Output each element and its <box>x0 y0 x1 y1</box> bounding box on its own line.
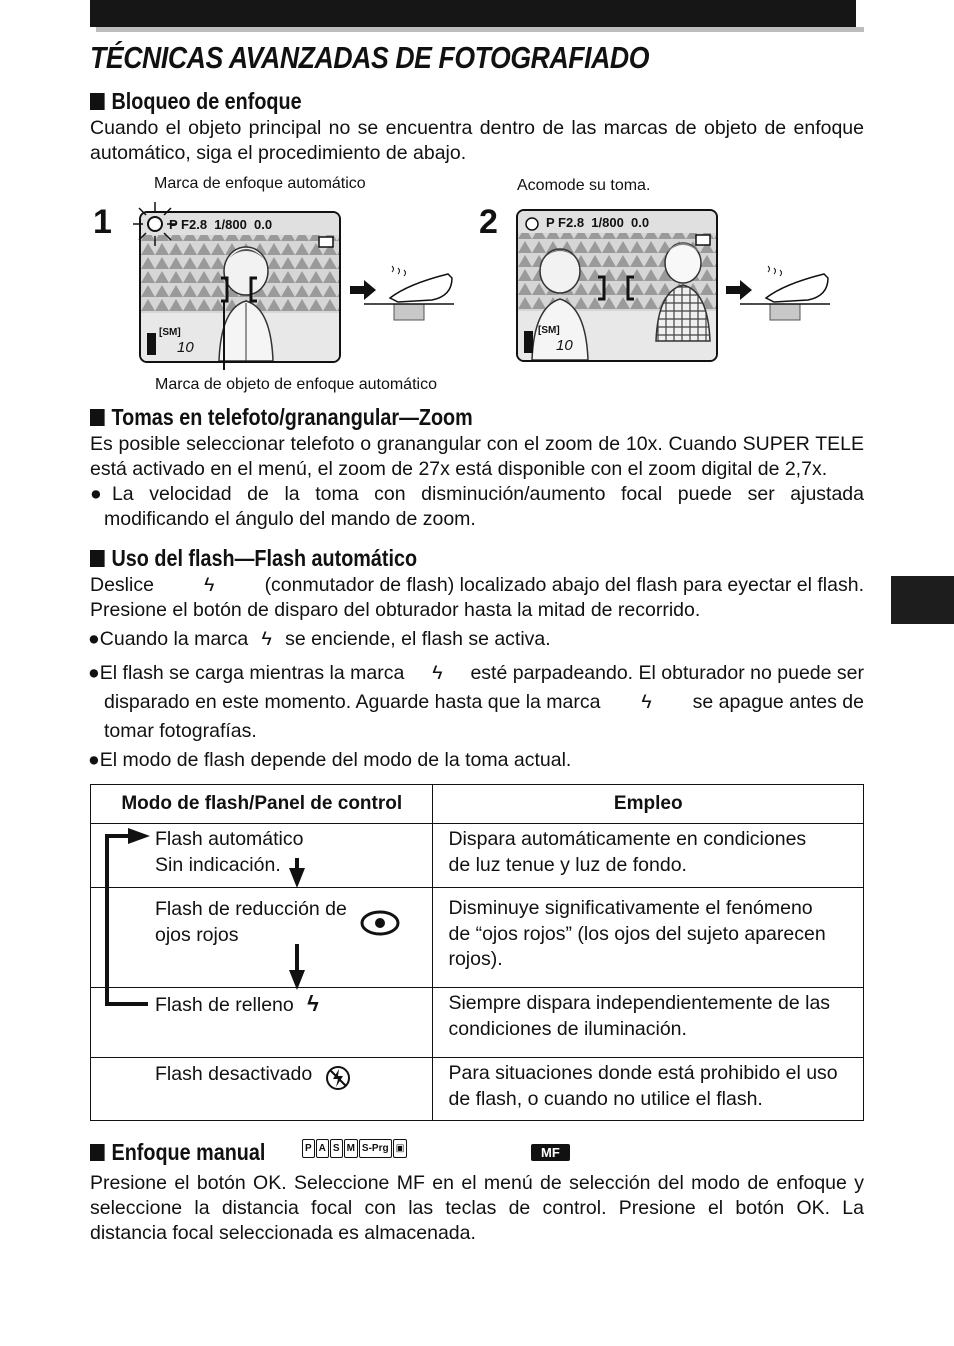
use-cell: Dispara automáticamente en condiciones de luz tenue y luz de fondo. <box>433 824 864 888</box>
step-number-2: 2 <box>479 203 498 241</box>
manual-focus-text: Presione el botón OK. Seleccione MF en el menú de selección del modo de enfoque y seleccione la distancia focal con las teclas de control. Presione el botón OK. La distancia focal seleccionada es almacenada. <box>90 1172 864 1244</box>
flash-mode-cycle-arrows <box>90 822 330 1022</box>
leader-line <box>223 300 225 370</box>
section-heading-zoom: Tomas en telefoto/granangular—Zoom <box>90 404 473 431</box>
caption-compose: Acomode su toma. <box>517 177 651 194</box>
flash-bullet-3: ●El modo de flash depende del modo de la toma actual. <box>88 749 572 771</box>
flash-icon: ϟ <box>204 574 215 596</box>
mode-movie-icon: ▣ <box>393 1139 408 1158</box>
flash-icon: ϟ <box>261 628 272 650</box>
caption-af-mark: Marca de enfoque automático <box>154 175 366 192</box>
shutter-half-press-illustration-2 <box>724 262 832 324</box>
mode-s-prg-icon: S-Prg <box>359 1139 392 1158</box>
section-heading-manual-focus: Enfoque manual <box>90 1139 265 1166</box>
flash-bullet-2-line3: tomar fotografías. <box>104 720 257 742</box>
square-bullet-icon <box>90 550 105 567</box>
flash-icon: ϟ <box>641 691 652 713</box>
header-bar-shadow <box>96 27 864 32</box>
lcd-frame-count: 10 <box>177 339 194 356</box>
focus-lock-text: Cuando el objeto principal no se encuentra dentro de las marcas de objeto de enfoque automático, siga el procedimiento de abajo. <box>90 117 864 164</box>
chapter-tab <box>891 576 954 624</box>
lcd-screen-step2 <box>516 209 718 362</box>
table-row <box>91 1058 864 1121</box>
header-bar <box>90 0 856 27</box>
flash-para-line1: Deslice ϟ (conmutador de flash) localizado abajo del flash para eyectar el flash. <box>90 574 864 596</box>
shooting-mode-icons <box>302 1139 408 1159</box>
shutter-half-press-illustration-1 <box>348 262 456 324</box>
flash-off-icon <box>324 1064 352 1092</box>
square-bullet-icon <box>90 409 105 426</box>
mf-badge: MF <box>531 1144 570 1165</box>
mode-cell: Flash de reducción de ojos rojos <box>91 888 433 988</box>
caption-af-target: Marca de objeto de enfoque automático <box>155 376 437 393</box>
mode-m-icon: M <box>344 1139 358 1158</box>
use-cell: Siempre dispara independientemente de las condiciones de iluminación. <box>433 988 864 1058</box>
lcd-sm-label: [SM] <box>159 327 181 338</box>
table-header-row <box>91 785 864 824</box>
flash-icon: ϟ <box>432 662 443 684</box>
mode-a-icon: A <box>316 1139 329 1158</box>
mode-cell: Flash desactivado <box>91 1058 433 1121</box>
step-number-1: 1 <box>93 203 112 241</box>
table-header: Empleo <box>433 785 864 824</box>
mode-s-icon: S <box>330 1139 343 1158</box>
mode-p-icon: P <box>302 1139 315 1158</box>
table-header: Modo de flash/Panel de control <box>91 785 433 824</box>
square-bullet-icon <box>90 93 105 110</box>
lcd-sm-label: [SM] <box>538 325 560 336</box>
use-cell: Disminuye significativamente el fenómeno de “ojos rojos” (los ojos del sujeto aparecen rojos). <box>433 888 864 988</box>
section-heading-focus-lock: Bloqueo de enfoque <box>90 88 302 115</box>
flash-bullet-2-line1: ●El flash se carga mientras la marca ϟ esté parpadeando. El obturador no puede ser <box>88 662 864 684</box>
use-cell: Para situaciones donde está prohibido el uso de flash, o cuando no utilice el flash. <box>433 1058 864 1121</box>
flash-bullet-2-line2: disparado en este momento. Aguarde hasta que la marca ϟ se apague antes de <box>104 691 864 713</box>
lcd-frame-count: 10 <box>556 337 573 354</box>
page-title: TÉCNICAS AVANZADAS DE FOTOGRAFIADO <box>90 40 650 75</box>
zoom-text: Es posible seleccionar telefoto o granangular con el zoom de 10x. Cuando SUPER TELE está activado en el menú, el zoom de 27x está disponible con el zoom digital de 2,7x. ●La velocidad de la toma con disminución/aumento focal puede ser ajustada modificando el ángulo del mando de zoom. <box>90 433 864 530</box>
mode-cell: Flash de relleno ϟ <box>91 988 433 1058</box>
square-bullet-icon <box>90 1144 105 1161</box>
lcd-status-readout: P F2.8 1/800 0.0 <box>169 217 273 232</box>
lcd-status-readout: P F2.8 1/800 0.0 <box>546 215 650 230</box>
af-mark-blinking-icon <box>130 198 180 248</box>
section-heading-flash: Uso del flash—Flash automático <box>90 545 417 572</box>
flash-bullet-1: ●Cuando la marca ϟ se enciende, el flash se activa. <box>88 628 551 650</box>
flash-para-line2: Presione el botón de disparo del obturador hasta la mitad de recorrido. <box>90 599 701 621</box>
red-eye-icon <box>359 908 401 938</box>
flash-icon: ϟ <box>307 991 319 1016</box>
mode-cell: Flash automático Sin indicación. <box>91 824 433 888</box>
